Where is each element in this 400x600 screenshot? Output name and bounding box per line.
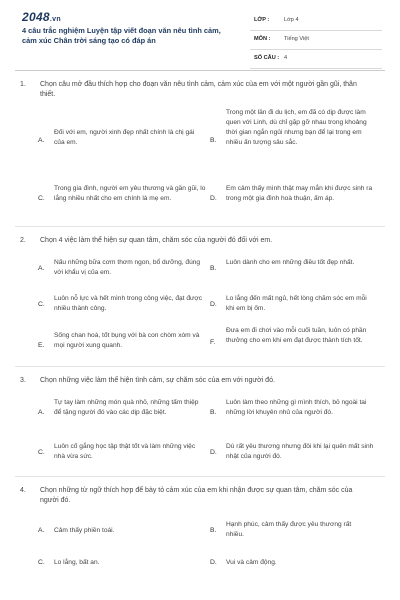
question-3 bbox=[20, 376, 380, 460]
option-text: Đưa em đi chơi vào mỗi cuối tuần, luôn có phần thưởng cho em khi em đạt được thành tích tốt. bbox=[226, 327, 367, 344]
page-header bbox=[0, 0, 400, 66]
option-text: Luôn cố gắng học tập thật tốt và làm những việc nhà vừa sức. bbox=[54, 443, 196, 460]
question-stem bbox=[20, 486, 380, 506]
meta-value: Tiếng Việt bbox=[284, 36, 309, 42]
meta-row-subject bbox=[250, 31, 382, 50]
question-stem bbox=[20, 376, 380, 386]
option-letter: F. bbox=[210, 339, 216, 346]
question-text: Chọn 4 việc làm thể hiện sự quan tâm, chăm sóc của người đó đối với em. bbox=[40, 237, 273, 244]
meta-info-table bbox=[250, 12, 382, 69]
meta-key: MÔN : bbox=[254, 36, 271, 42]
option-letter: B. bbox=[210, 527, 217, 534]
logo-suffix: .vn bbox=[49, 16, 61, 23]
question-number: 4. bbox=[20, 487, 26, 494]
question-text: Chọn câu mở đầu thích hợp cho đoạn văn nêu tình cảm, cảm xúc của em với một người gần gũi, thân thiết. bbox=[40, 81, 357, 98]
question-number: 1. bbox=[20, 81, 26, 88]
option-text: Lo lắng đến mất ngủ, hết lòng chăm sóc em mỗi khi em bị ốm. bbox=[226, 295, 367, 312]
logo-text: 2048 bbox=[22, 10, 50, 24]
question-1 bbox=[20, 80, 380, 202]
meta-value: Lớp 4 bbox=[284, 17, 299, 23]
option-text: Sống chan hoà, tốt bụng với bà con chòm xóm và mọi người xung quanh. bbox=[54, 332, 200, 349]
meta-key: SỐ CÂU : bbox=[254, 55, 280, 61]
meta-row-question-count bbox=[250, 50, 382, 69]
question-separator bbox=[15, 476, 385, 477]
question-number: 3. bbox=[20, 377, 26, 384]
option-text: Vui và cảm động. bbox=[226, 559, 277, 566]
question-number: 2. bbox=[20, 237, 26, 244]
header-divider bbox=[15, 70, 385, 71]
option-text: Trong một lần đi du lịch, em đã có dịp được làm quen với Linh, dù chỉ gặp gỡ nhau trong khoảng thời gian ngắn ngủi nhưng bạn để lại trong em nhiều ấn tượng sâu sắc. bbox=[226, 109, 367, 146]
option-letter: A. bbox=[38, 409, 45, 416]
option-letter: D. bbox=[210, 195, 217, 202]
question-stem bbox=[20, 236, 380, 246]
question-text: Chọn những từ ngữ thích hợp để bày tỏ cảm xúc của em khi nhận được sự quan tâm, chăm sóc của người đó. bbox=[40, 487, 353, 504]
option-letter: B. bbox=[210, 265, 217, 272]
option-letter: C. bbox=[38, 195, 45, 202]
meta-row-grade bbox=[250, 12, 382, 31]
question-2 bbox=[20, 236, 380, 349]
option-letter: A. bbox=[38, 527, 45, 534]
option-letter: D. bbox=[210, 449, 217, 456]
option-text: Đối với em, người xinh đẹp nhất chính là chị gái của em. bbox=[54, 129, 195, 146]
option-text: Luôn nỗ lực và hết mình trong công việc, đạt được nhiều thành công. bbox=[54, 295, 203, 312]
document-title: 4 câu trắc nghiệm Luyện tập viết đoạn văn nêu tình cảm, cảm xúc Chân trời sáng tạo có đáp án bbox=[22, 26, 221, 45]
meta-key: LỚP : bbox=[254, 17, 270, 23]
question-stem bbox=[20, 80, 380, 100]
site-logo[interactable] bbox=[22, 10, 61, 24]
option-text: Trong gia đình, người em yêu thương và gần gũi, lo lắng nhiều nhất cho em chính là mẹ em. bbox=[54, 185, 206, 202]
option-text: Luôn dành cho em những điều tốt đẹp nhất. bbox=[226, 259, 355, 266]
option-letter: C. bbox=[38, 301, 45, 308]
option-letter: C. bbox=[38, 449, 45, 456]
option-letter: D. bbox=[210, 301, 217, 308]
option-letter: D. bbox=[210, 559, 217, 566]
question-text: Chọn những việc làm thể hiện tình cảm, sự chăm sóc của em với người đó. bbox=[40, 377, 275, 384]
option-letter: A. bbox=[38, 265, 45, 272]
option-text: Cảm thấy phiền toái. bbox=[54, 527, 115, 534]
option-letter: A. bbox=[38, 137, 45, 144]
option-text: Em cảm thấy mình thật may mắn khi được sinh ra trong một gia đình hoà thuận, ấm áp. bbox=[226, 185, 373, 202]
option-text: Dù rất yêu thương nhưng đôi khi lại quên mất sinh nhật của người đó. bbox=[226, 443, 374, 460]
question-separator bbox=[15, 226, 385, 227]
option-text: Tự tay làm những món quà nhỏ, những tấm thiệp để tặng người đó vào các dịp đặc biệt. bbox=[54, 399, 199, 416]
option-letter: B. bbox=[210, 409, 217, 416]
meta-value: 4 bbox=[284, 55, 288, 61]
option-text: Lo lắng, bất an. bbox=[54, 559, 100, 566]
option-letter: E. bbox=[38, 342, 45, 349]
question-4 bbox=[20, 486, 380, 566]
option-text: Luôn làm theo những gì mình thích, bỏ ngoài tai những lời khuyên nhủ của người đó. bbox=[226, 399, 367, 416]
question-separator bbox=[15, 366, 385, 367]
option-letter: B. bbox=[210, 137, 217, 144]
option-letter: C. bbox=[38, 559, 45, 566]
option-text: Hạnh phúc, cảm thấy được yêu thương rất nhiều. bbox=[226, 521, 352, 538]
option-text: Nấu những bữa cơm thơm ngon, bổ dưỡng, đúng với khẩu vị của em. bbox=[54, 259, 201, 276]
